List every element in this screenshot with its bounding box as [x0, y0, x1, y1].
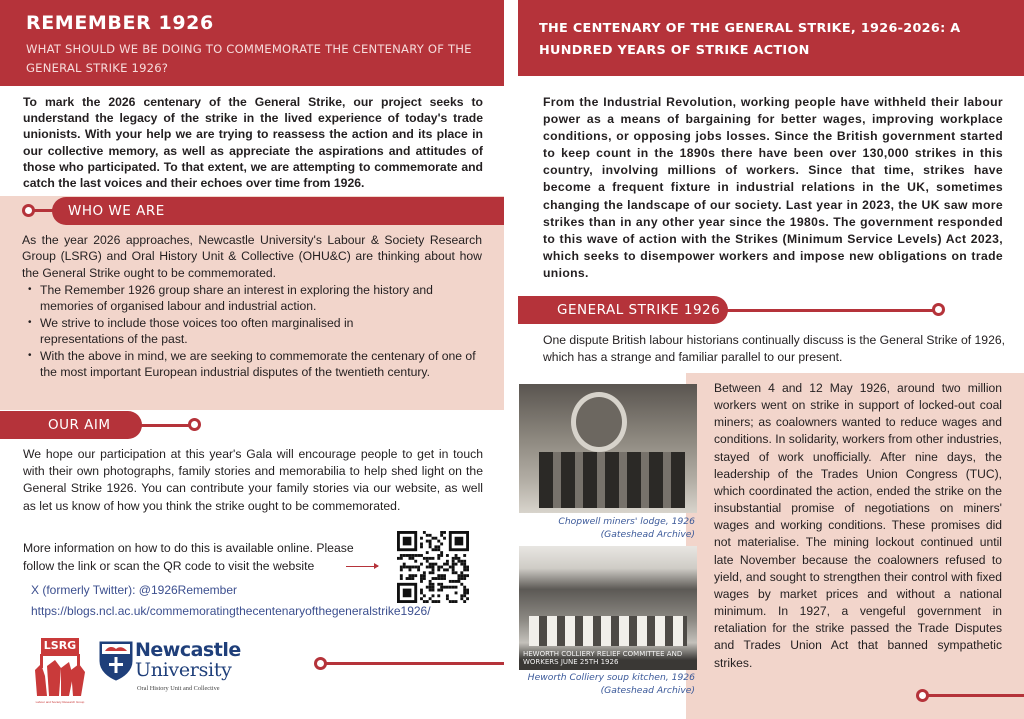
lsrg-logo: [31, 636, 89, 708]
newcastle-university-logo: [99, 639, 244, 701]
who-we-are-paragraph: As the year 2026 approaches, Newcastle University's Labour & Society Research Group (LSRG) and Oral History Unit & Collective (OHU&C) are thinking about how the General Strike ought to be commemorated.: [22, 233, 482, 280]
bullet-item: • With the above in mind, we are seeking to commemorate the centenary of one of the most important European industrial disputes of the twentieth century.: [26, 348, 486, 381]
left-banner-title: REMEMBER 1926: [26, 12, 214, 34]
twitter-link[interactable]: X (formerly Twitter): @1926Remember: [31, 583, 238, 597]
who-we-are-heading: [52, 197, 504, 225]
general-strike-lead: One dispute British labour historians continually discuss is the General Strike of 1926, which has a strange and familiar parallel to our present.: [543, 333, 1006, 365]
right-banner-title: THE CENTENARY OF THE GENERAL STRIKE, 1926-2026: A HUNDRED YEARS OF STRIKE ACTION: [539, 21, 961, 58]
left-banner-subtitle: WHAT SHOULD WE BE DOING TO COMMEMORATE THE CENTENARY OF THE GENERAL STRIKE 1926?: [26, 42, 472, 75]
general-strike-heading-text: GENERAL STRIKE 1926: [557, 302, 721, 318]
connector-line: [928, 694, 1024, 697]
photo-caption-title: Heworth Colliery soup kitchen, 1926: [527, 672, 695, 683]
photo-caption-title: Chopwell miners' lodge, 1926: [558, 516, 695, 527]
general-strike-heading: [518, 296, 728, 324]
right-banner: [518, 0, 1024, 76]
newcastle-wordmark: Newcastle: [135, 639, 241, 661]
oral-history-unit-subtitle: Oral History Unit and Collective: [137, 685, 220, 692]
connector-line: [34, 209, 54, 212]
photo-caption: [519, 515, 695, 541]
more-info-line-2: follow the link or scan the QR code to visit the website: [23, 559, 315, 573]
right-intro: From the Industrial Revolution, working people have withheld their labour power as a means of bargaining for better wages, improving workplace conditions, or opposing jobs losses. Since the British government started to keep count in the 1890s there have been over 130,000 strikes in this country, involving millions of workers. Since that time, strikes have become a frequent fixture in industrial relations in the UK, sometimes changing the landscape of our society. Last year in 2023, the UK saw more strikes than in any other year since the 1980s. The government responded to this wave of action with the Strikes (Minimum Service Levels) Act 2023, which seeks to disempower workers and impose new obligations on trade unions.: [543, 95, 1003, 280]
connector-line: [326, 662, 504, 665]
university-shield-icon: [99, 641, 133, 681]
connector-line: [140, 424, 192, 427]
photo-caption-source: (Gateshead Archive): [600, 529, 695, 540]
general-strike-body: Between 4 and 12 May 1926, around two million workers went on strike in support of locked-out coal miners; as coalowners wanted to reduce wages and conditions. In solidarity, workers from other industries, stayed of work unofficially. After nine days, the leadership of the Trades Union Congress (TUC), which coordinated the action, ended the strike on the insubstantial promise of negotiations on miners' wages and working conditions. These promises did not materialise. The mining lockout continued until late November because the coalowners refused to yield, and sought to strengthen their control with fixed wages by market prices and without a national minimum. In 1927, a vengeful government in retaliation for the strike passed the Trade Disputes and Trades Union Act that banned sympathetic strikes.: [714, 381, 1002, 670]
who-we-are-bullets: [26, 282, 486, 380]
arrow-right-icon: [346, 566, 378, 567]
left-intro: To mark the 2026 centenary of the General Strike, our project seeks to understand the legacy of the strike in the lived experience of today's trade unionists. With your help we are trying to reassess the action and its place in our collective memory, as well as appreciate the aspirations and attitudes of those who participated. To that extent, we are attempting to commemorate and catch the last voices and their echoes over time from 1926.: [23, 95, 483, 191]
our-aim-paragraph: We hope our participation at this year's Gala will encourage people to get in touch with their own photographs, family stories and memorabilia to help shed light on the General Strike 1926. You can contribute your family stories via our website, as well as let us know of how you think the strike ought to be commemorated.: [23, 447, 483, 513]
lsrg-logo-subtitle: Labour and Society Research Group: [35, 700, 85, 704]
connector-dot-icon: [188, 418, 201, 431]
lsrg-logo-text: LSRG: [43, 639, 77, 652]
bullet-item: • The Remember 1926 group share an interest in exploring the history and memories of organised labour and industrial action.: [26, 282, 486, 315]
website-link[interactable]: https://blogs.ncl.ac.uk/commemoratingthecentenaryofthegeneralstrike1926/: [31, 604, 431, 618]
photo-heworth-colliery-soup-kitchen: [519, 546, 697, 670]
our-aim-heading: [0, 411, 142, 439]
who-we-are-heading-text: WHO WE ARE: [68, 203, 165, 219]
bullet-item: • We strive to include those voices too often marginalised in representations of the past.: [26, 315, 486, 348]
connector-dot-icon: [932, 303, 945, 316]
our-aim-heading-text: OUR AIM: [48, 417, 111, 433]
university-wordmark: University: [135, 659, 232, 681]
more-info-line-1: More information on how to do this is available online. Please: [23, 541, 354, 555]
connector-line: [726, 309, 936, 312]
qr-code[interactable]: [397, 531, 469, 603]
photo-caption-source: (Gateshead Archive): [600, 685, 695, 696]
left-banner: [0, 0, 504, 86]
photo-chopwell-miners-lodge: [519, 384, 697, 513]
photo-caption: [519, 671, 695, 697]
photo-inscription: HEWORTH COLLIERY RELIEF COMMITTEE AND WORKERS JUNE 25TH 1926: [523, 650, 683, 666]
